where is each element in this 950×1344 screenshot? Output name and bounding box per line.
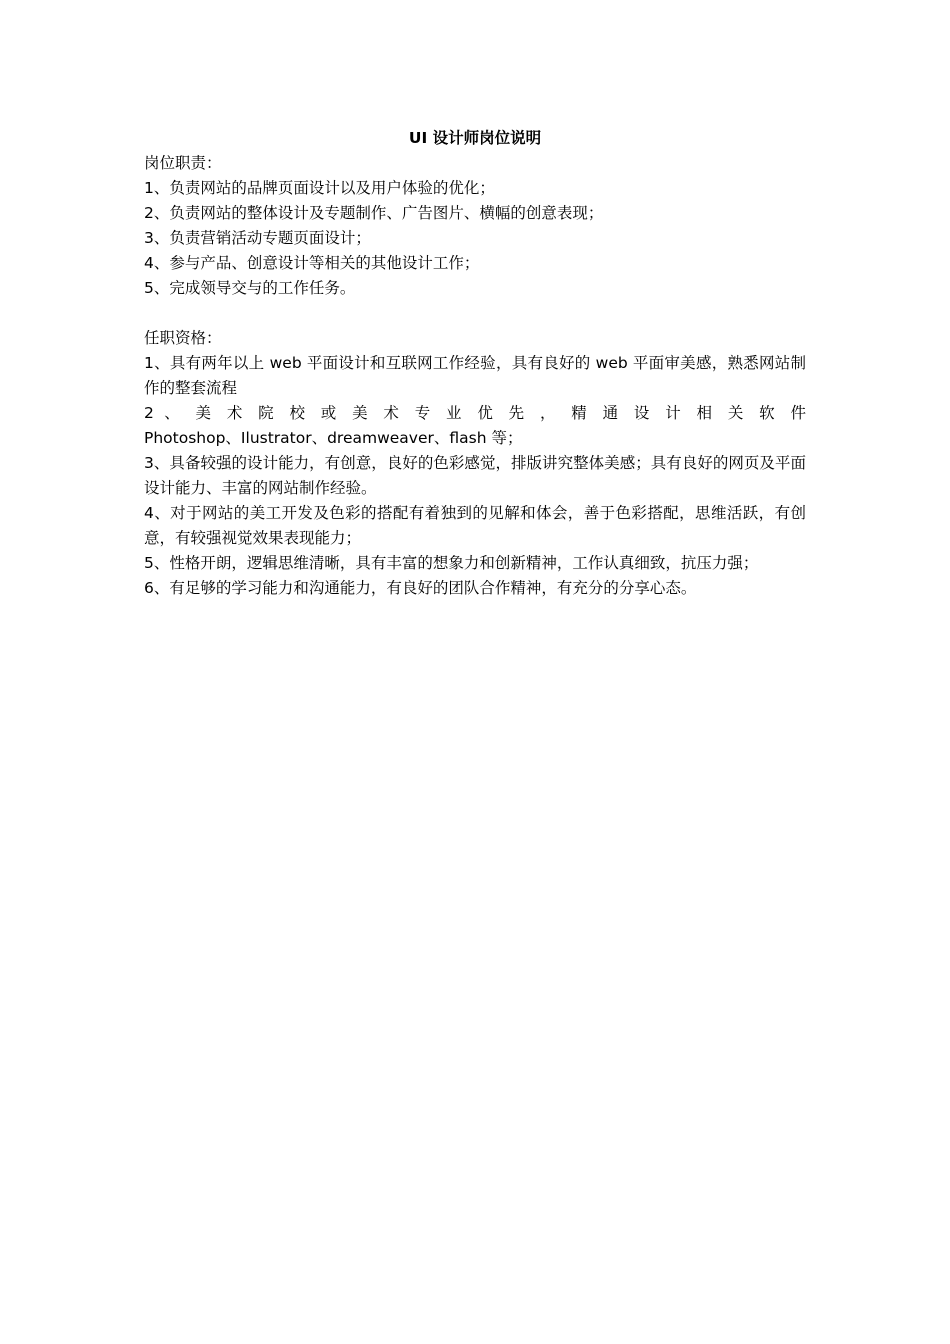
duties-heading: 岗位职责： xyxy=(144,154,222,172)
document-body xyxy=(144,126,806,601)
qualification-item: 3、具备较强的设计能力，有创意，良好的色彩感觉，排版讲究整体美感；具有良好的网页及平面设计能力、丰富的网站制作经验。 xyxy=(144,454,806,497)
qualification-item: 4、对于网站的美工开发及色彩的搭配有着独到的见解和体会，善于色彩搭配，思维活跃，有创意，有较强视觉效果表现能力； xyxy=(144,504,806,547)
qualification-item-continued: Photoshop、Ilustrator、dreamweaver、flash 等； xyxy=(144,429,523,447)
section-gap xyxy=(144,301,806,326)
qualification-item: 5、性格开朗，逻辑思维清晰，具有丰富的想象力和创新精神，工作认真细致，抗压力强； xyxy=(144,554,759,572)
duty-item: 4、参与产品、创意设计等相关的其他设计工作； xyxy=(144,254,480,272)
qualification-item: 1、具有两年以上 web 平面设计和互联网工作经验，具有良好的 web 平面审美感，熟悉网站制作的整套流程 xyxy=(144,354,806,397)
duty-item: 1、负责网站的品牌页面设计以及用户体验的优化； xyxy=(144,179,495,197)
duty-item: 3、负责营销活动专题页面设计； xyxy=(144,229,371,247)
qualifications-heading: 任职资格： xyxy=(144,329,222,347)
qualification-item: 2 、 美 术 院 校 或 美 术 专 业 优 先 ， 精 通 设 计 相 关 软 件 xyxy=(144,404,806,422)
qualification-item: 6、有足够的学习能力和沟通能力，有良好的团队合作精神，有充分的分享心态。 xyxy=(144,579,697,597)
document-title: UI 设计师岗位说明 xyxy=(408,129,542,147)
duty-item: 2、负责网站的整体设计及专题制作、广告图片、横幅的创意表现； xyxy=(144,204,604,222)
duty-item: 5、完成领导交与的工作任务。 xyxy=(144,279,356,297)
